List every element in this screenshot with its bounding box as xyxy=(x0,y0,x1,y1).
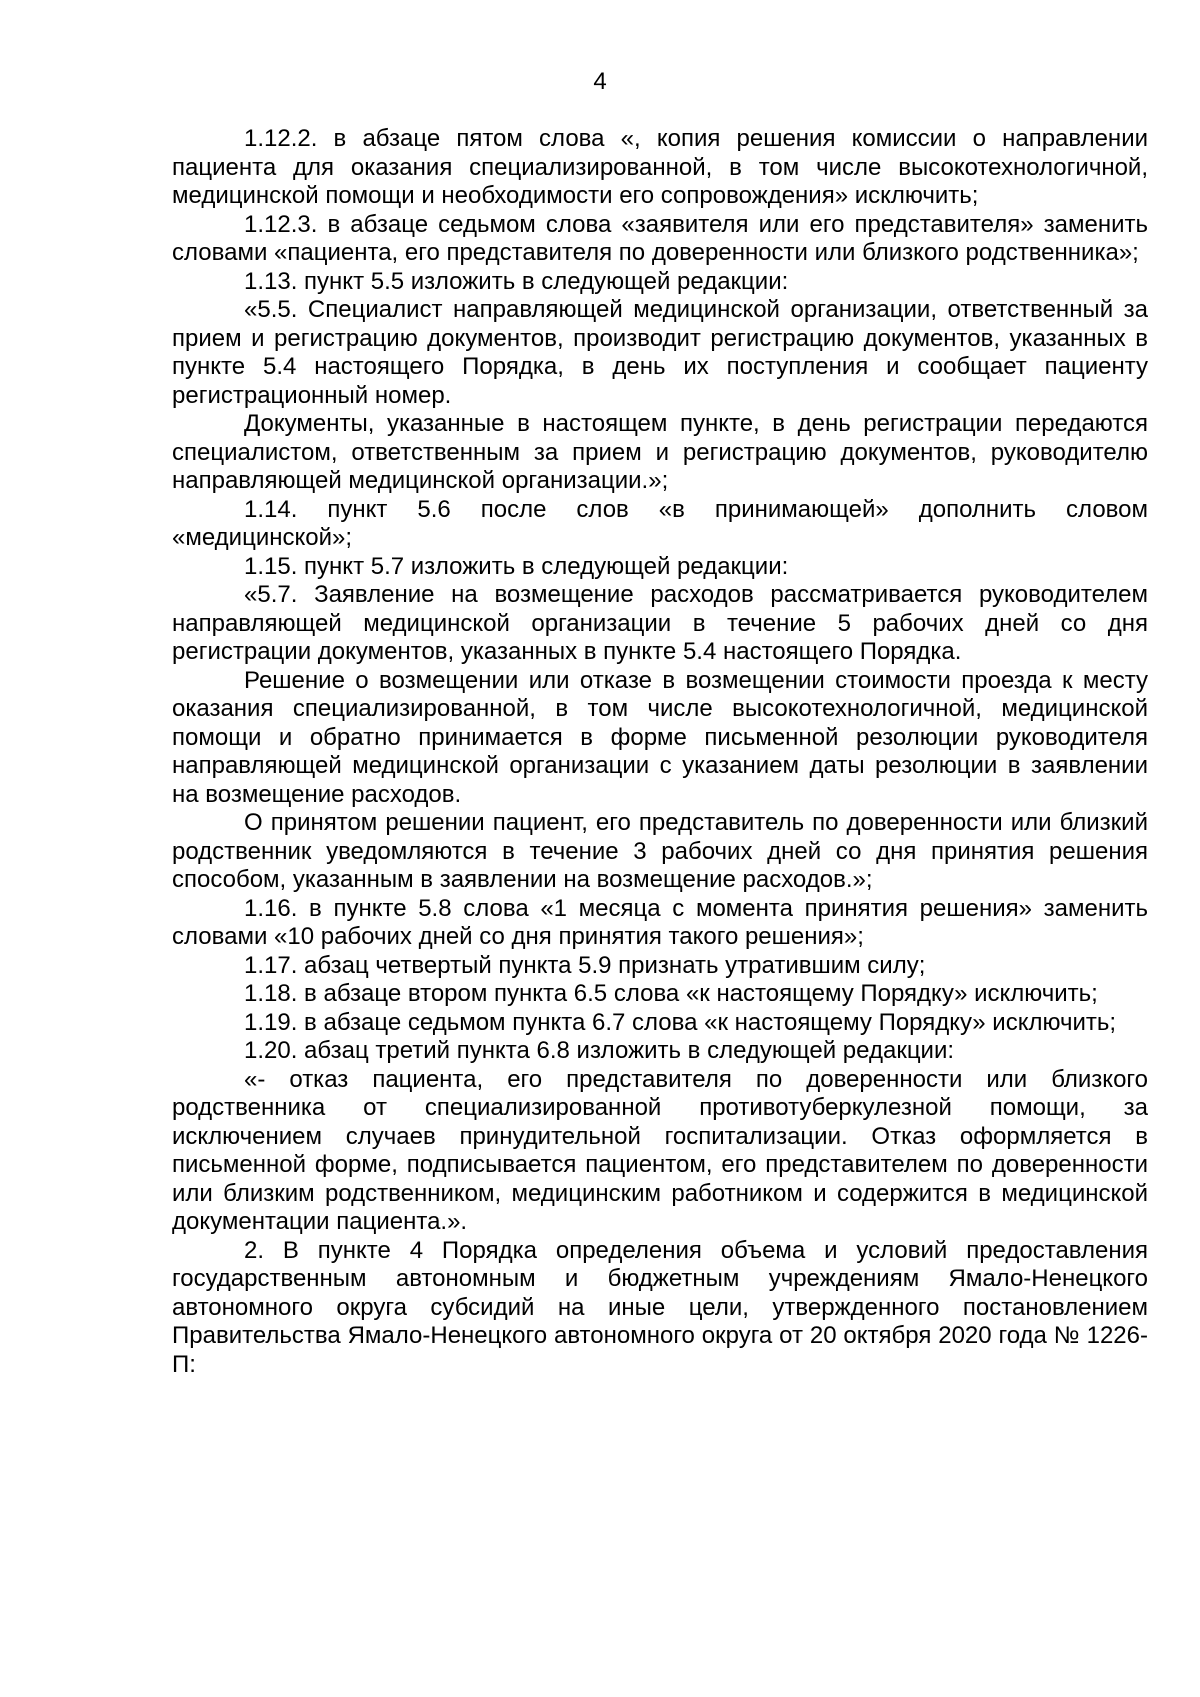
paragraph: 1.16. в пункте 5.8 слова «1 месяца с момента принятия решения» заменить словами «10 рабочих дней со дня принятия такого решения»; xyxy=(172,894,1148,950)
paragraph: «- отказ пациента, его представителя по доверенности или близкого родственника от специализированной противотуберкулезной помощи, за исключением случаев принудительной госпитализации. Отказ оформляется в письменной форме, подписывается пациентом, его представителем по доверенности или близким родственником, медицинским работником и содержится в медицинской документации пациента.». xyxy=(172,1065,1148,1235)
paragraph: Документы, указанные в настоящем пункте, в день регистрации передаются специалистом, ответственным за прием и регистрацию документов, руководителю направляющей медицинской организации.»; xyxy=(172,410,1148,494)
paragraph: 1.17. абзац четвертый пункта 5.9 признать утратившим силу; xyxy=(244,951,926,979)
paragraph: 1.15. пункт 5.7 изложить в следующей редакции: xyxy=(244,552,789,580)
document-body xyxy=(172,125,1148,1379)
page-number: 4 xyxy=(593,68,607,95)
paragraph: 1.13. пункт 5.5 изложить в следующей редакции: xyxy=(244,267,789,295)
paragraph: 1.14. пункт 5.6 после слов «в принимающей» дополнить словом «медицинской»; xyxy=(172,495,1148,551)
paragraph: 1.12.3. в абзаце седьмом слова «заявителя или его представителя» заменить словами «пациента, его представителя по доверенности или близкого родственника»; xyxy=(172,210,1148,266)
paragraph: «5.5. Специалист направляющей медицинской организации, ответственный за прием и регистрацию документов, производит регистрацию документов, указанных в пункте 5.4 настоящего Порядка, в день их поступления и сообщает пациенту регистрационный номер. xyxy=(172,296,1148,409)
paragraph: 1.12.2. в абзаце пятом слова «, копия решения комиссии о направлении пациента для оказания специализированной, в том числе высокотехнологичной, медицинской помощи и необходимости его сопровождения» исключить; xyxy=(172,125,1148,209)
paragraph: О принятом решении пациент, его представитель по доверенности или близкий родственник уведомляются в течение 3 рабочих дней со дня принятия решения способом, указанным в заявлении на возмещение расходов.»; xyxy=(172,809,1148,893)
paragraph: 1.19. в абзаце седьмом пункта 6.7 слова «к настоящему Порядку» исключить; xyxy=(244,1008,1117,1036)
paragraph: «5.7. Заявление на возмещение расходов рассматривается руководителем направляющей медицинской организации в течение 5 рабочих дней со дня регистрации документов, указанных в пункте 5.4 настоящего Порядка. xyxy=(172,581,1148,665)
paragraph: 1.18. в абзаце втором пункта 6.5 слова «к настоящему Порядку» исключить; xyxy=(244,980,1098,1007)
paragraph: 1.20. абзац третий пункта 6.8 изложить в следующей редакции: xyxy=(244,1037,955,1064)
paragraph: 2. В пункте 4 Порядка определения объема и условий предоставления государственным автономным и бюджетным учреждениям Ямало-Ненецкого автономного округа субсидий на иные цели, утвержденного постановлением Правительства Ямало-Ненецкого автономного округа от 20 октября 2020 года № 1226-П: xyxy=(172,1236,1148,1378)
paragraph: Решение о возмещении или отказе в возмещении стоимости проезда к месту оказания специализированной, в том числе высокотехнологичной, медицинской помощи и обратно принимается в форме письменной резолюции руководителя направляющей медицинской организации с указанием даты резолюции в заявлении на возмещение расходов. xyxy=(172,666,1148,808)
